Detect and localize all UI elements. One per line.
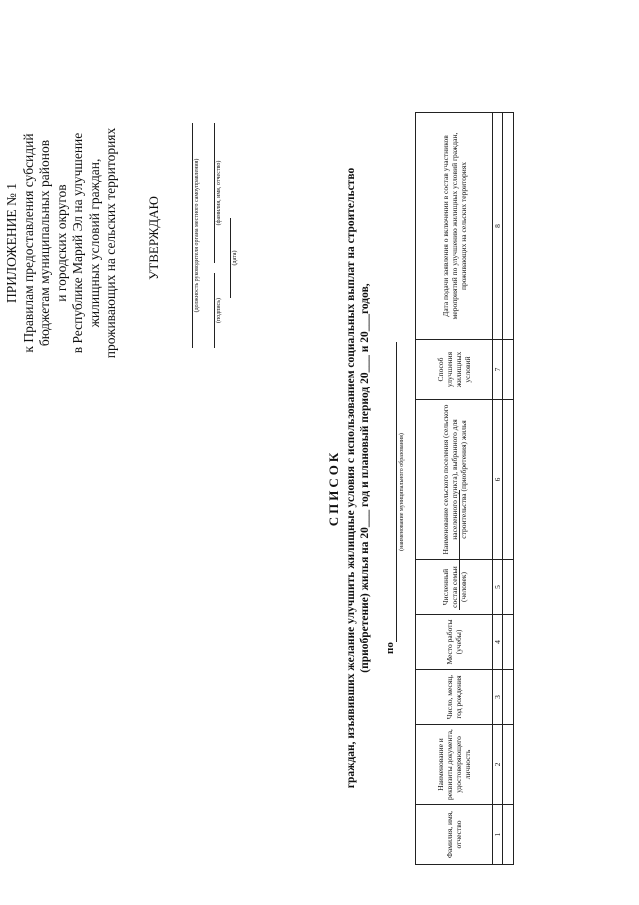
list-description — [344, 128, 372, 828]
appendix-header — [4, 118, 120, 368]
header-full-name: Фамилия, имя, отчество — [416, 805, 493, 865]
appendix-line: к Правилам предоставления субсидий — [20, 133, 36, 353]
column-number: 1 — [493, 805, 503, 865]
table-cell — [503, 670, 514, 725]
table-cell — [503, 560, 514, 615]
appendix-line: ПРИЛОЖЕНИЕ № 1 — [4, 182, 19, 304]
column-number: 3 — [493, 670, 503, 725]
header-application-date: Дата подачи заявления о включении в состав участников мероприятий по улучшению жилищных условий граждан, проживающих на сельских территориях — [416, 113, 493, 340]
appendix-line: проживающих на сельских территориях — [103, 127, 118, 359]
document-page — [4, 108, 544, 868]
name-caption: (фамилия, имя, отчество) — [216, 160, 222, 226]
list-description-line: граждан, изъявивших желание улучшить жилищные условия с использованием социальных выплат на строительство — [345, 167, 357, 789]
list-title: СПИСОК — [326, 449, 341, 527]
position-line — [192, 123, 193, 348]
table-cell — [503, 805, 514, 865]
header-id-document: Наименование и реквизиты документа, удостоверяющего личность — [416, 725, 493, 805]
column-number: 4 — [493, 615, 503, 670]
appendix-line: жилищных условий граждан, — [86, 158, 102, 328]
table-cell — [503, 615, 514, 670]
municipality-caption: (наименование муниципального образования) — [399, 433, 405, 551]
table-header-row — [416, 113, 493, 865]
po-label: по — [384, 642, 396, 654]
position-caption: (должность руководителя органа местного самоуправления) — [194, 158, 200, 313]
appendix-line: и городских округов — [53, 184, 69, 302]
citizens-table — [415, 112, 514, 865]
table-cell — [503, 400, 514, 560]
list-description-line: (приобретение) жилья на 20___ год и плановый период 20___ и 20___годов, — [359, 283, 371, 673]
table-cell — [503, 113, 514, 340]
name-line — [214, 123, 215, 263]
appendix-line: в Республике Марий Эл на улучшение — [70, 132, 85, 354]
column-number: 7 — [493, 340, 503, 400]
table-cell — [503, 340, 514, 400]
signature-line — [214, 273, 215, 348]
header-workplace: Место работы (учебы) — [416, 615, 493, 670]
header-birth-date: Число, месяц, год рождения — [416, 670, 493, 725]
header-settlement: Наименование сельского поселения (сельского населенного пункта), выбранного для строительства (приобретения) жилья — [416, 400, 493, 560]
column-number: 2 — [493, 725, 503, 805]
column-number: 8 — [493, 113, 503, 340]
header-improvement-method: Способ улучшения жилищных условий — [416, 340, 493, 400]
column-number: 6 — [493, 400, 503, 560]
signature-caption: (подпись) — [216, 298, 222, 323]
date-line — [230, 218, 231, 298]
approval-title: УТВЕРЖДАЮ — [146, 196, 161, 280]
table-cell — [503, 725, 514, 805]
column-number: 5 — [493, 560, 503, 615]
date-caption: (дата) — [232, 250, 238, 266]
appendix-line: бюджетам муниципальных районов — [37, 139, 52, 347]
municipality-line — [396, 342, 397, 642]
table-number-row — [493, 113, 503, 865]
header-family-size: Численный состав семьи (человек) — [416, 560, 493, 615]
table-row — [503, 113, 514, 865]
